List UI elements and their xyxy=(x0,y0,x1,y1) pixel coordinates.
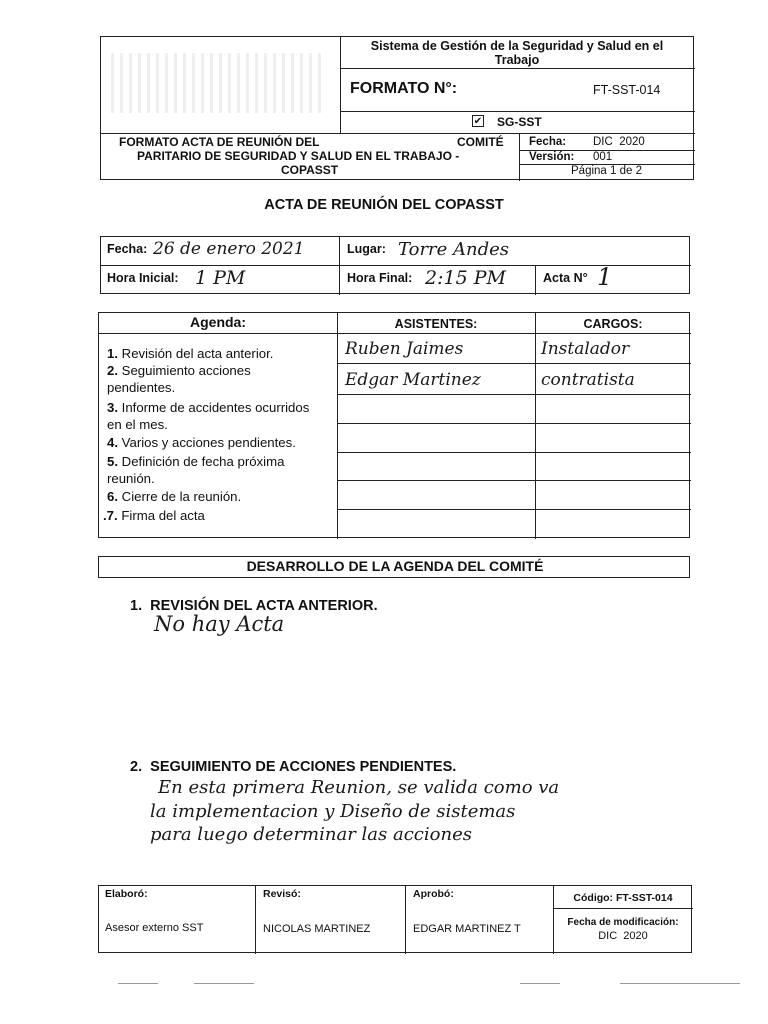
fecha-label: Fecha: xyxy=(107,242,148,256)
hora-final-label: Hora Final: xyxy=(347,271,413,285)
scan-artifact xyxy=(118,983,158,984)
attendee-name[interactable]: Edgar Martinez xyxy=(345,370,481,390)
acta-label: Acta N° xyxy=(543,271,588,285)
section-2-line[interactable]: la implementacion y Diseño de sistemas xyxy=(150,801,516,822)
header-fecha-label: Fecha: xyxy=(529,136,567,148)
header-version-value: 001 xyxy=(593,151,613,163)
aprobo-value: EDGAR MARTINEZ T xyxy=(413,923,521,935)
section-2-line[interactable]: En esta primera Reunion, se valida como va xyxy=(158,777,560,798)
formato-label: FORMATO N°: xyxy=(350,80,458,97)
meeting-meta-table xyxy=(100,236,690,294)
acta-value[interactable]: 1 xyxy=(597,263,613,291)
elaboro-label: Elaboró: xyxy=(105,888,148,900)
desarrollo-bar xyxy=(98,556,690,578)
scan-artifact xyxy=(620,983,740,984)
agenda-item: 2. Seguimiento acciones xyxy=(107,363,251,378)
agenda-item: 1. Revisión del acta anterior. xyxy=(107,346,274,361)
agenda-item: 5. Definición de fecha próxima xyxy=(107,454,285,469)
agenda-item: en el mes. xyxy=(107,417,168,432)
fecha-value[interactable]: 26 de enero 2021 xyxy=(153,239,305,259)
attendee-name[interactable]: Ruben Jaimes xyxy=(345,339,464,359)
fecha-mod-label: Fecha de modificación: xyxy=(567,917,679,928)
footer-table xyxy=(98,885,692,953)
hora-inicial-label: Hora Inicial: xyxy=(107,271,179,285)
section-1-text[interactable]: No hay Acta xyxy=(154,612,285,636)
section-1-heading: 1. REVISIÓN DEL ACTA ANTERIOR. xyxy=(130,598,378,614)
agenda-item: pendientes. xyxy=(107,380,176,395)
header-version-label: Versión: xyxy=(529,151,575,163)
system-title: Sistema de Gestión de la Seguridad y Salud en el Trabajo xyxy=(370,39,664,67)
header-pagina: Página 1 de 2 xyxy=(571,165,642,177)
hora-inicial-value[interactable]: 1 PM xyxy=(195,267,246,289)
section-2-heading: 2. SEGUIMIENTO DE ACCIONES PENDIENTES. xyxy=(130,759,457,775)
agenda-item: .7. Firma del acta xyxy=(103,508,205,523)
agenda-item: reunión. xyxy=(107,471,155,486)
agenda-header: Agenda: xyxy=(190,314,246,330)
reviso-value: NICOLAS MARTINEZ xyxy=(263,923,371,935)
elaboro-value: Asesor externo SST xyxy=(105,922,204,934)
doc-title-line2: PARITARIO DE SEGURIDAD Y SALUD EN EL TRABAJO - xyxy=(137,149,460,163)
desarrollo-title: DESARROLLO DE LA AGENDA DEL COMITÉ xyxy=(246,558,544,574)
formato-code: FT-SST-014 xyxy=(593,83,661,97)
aprobo-label: Aprobó: xyxy=(413,888,454,900)
scan-artifact xyxy=(194,983,254,984)
doc-title-comite: COMITÉ xyxy=(457,135,504,149)
lugar-value[interactable]: Torre Andes xyxy=(398,239,510,260)
agenda-item: 4. Varios y acciones pendientes. xyxy=(107,435,296,450)
lugar-label: Lugar: xyxy=(347,242,386,256)
reviso-label: Revisó: xyxy=(263,888,301,900)
attendee-cargo[interactable]: Instalador xyxy=(541,339,630,359)
logo-placeholder xyxy=(111,53,326,113)
doc-title-line3: COPASST xyxy=(281,163,339,177)
section-2-line[interactable]: para luego determinar las acciones xyxy=(150,824,472,845)
agenda-item: 6. Cierre de la reunión. xyxy=(107,489,242,504)
codigo: Código: FT-SST-014 xyxy=(573,892,673,904)
agenda-table xyxy=(98,312,690,538)
main-title: ACTA DE REUNIÓN DEL COPASST xyxy=(264,197,504,213)
asistentes-header: ASISTENTES: xyxy=(394,317,478,331)
fecha-mod-value: DIC 2020 xyxy=(598,930,648,942)
sgsst-checkbox[interactable]: ✔ xyxy=(473,116,483,127)
agenda-item: 3. Informe de accidentes ocurridos xyxy=(107,400,310,415)
hora-final-value[interactable]: 2:15 PM xyxy=(425,267,506,289)
sgsst-label: SG-SST xyxy=(497,115,542,129)
header-fecha-value: DIC 2020 xyxy=(593,136,645,148)
document-header xyxy=(100,36,694,180)
cargos-header: CARGOS: xyxy=(583,317,643,331)
scan-artifact xyxy=(520,983,560,984)
attendee-cargo[interactable]: contratista xyxy=(541,370,635,390)
doc-title-line1: FORMATO ACTA DE REUNIÓN DEL xyxy=(119,135,320,149)
